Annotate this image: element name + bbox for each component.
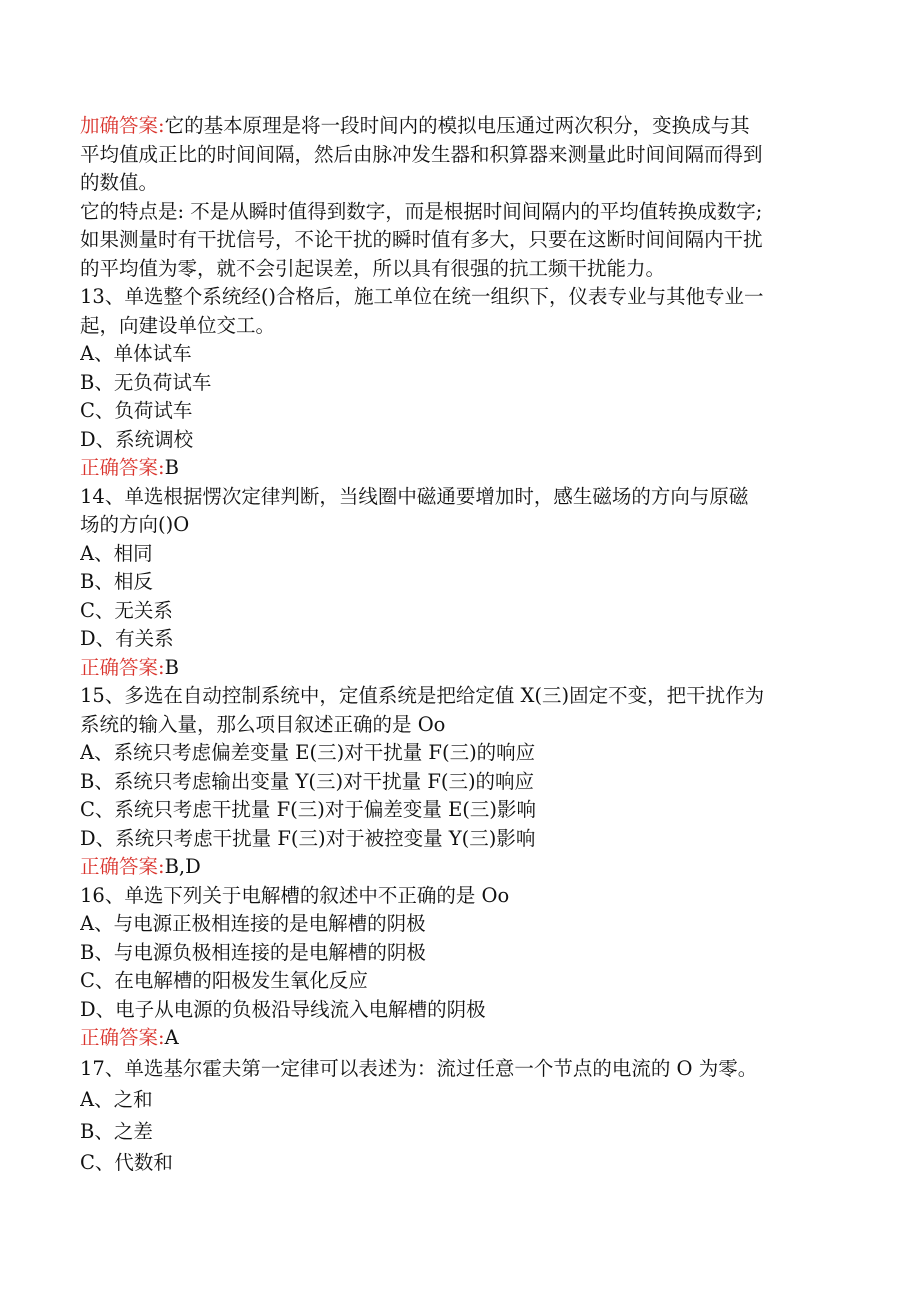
answer-value: B,D (164, 855, 201, 878)
question-14-text: 14、单选根据愣次定律判断，当线圈中磁通要增加时，感生磁场的方向与原磁 (80, 484, 749, 508)
question-16-option-a: A、与电源正极相连接的是电解槽的阴极 (80, 912, 426, 935)
intro-line-6: 的平均值为零，就不会引起误差，所以具有很强的抗工频干扰能力。 (80, 256, 666, 280)
question-16-answer (80, 1024, 840, 1053)
question-15-option-a: A、系统只考虑偏差变量 E(三)对干扰量 F(三)的响应 (80, 741, 536, 764)
intro-line-2: 平均值成正比的时间间隔，然后由脉冲发生器和积算器来测量此时间间隔而得到 (80, 142, 763, 166)
question-13-text: 13、单选整个系统经()合格后，施工单位在统一组织下，仪表专业与其他专业一 (80, 285, 764, 308)
answer-label: 正确答案: (80, 855, 165, 878)
question-14-option-d: D、有关系 (80, 627, 174, 650)
question-13-option-d: D、系统调校 (80, 427, 194, 451)
answer-value: B (164, 456, 179, 479)
question-15-text-cont: 系统的输入量，那么项目叙述正确的是 Oo (80, 712, 446, 736)
question-14-option-c: C、无关系 (80, 598, 173, 622)
question-15-option-d: D、系统只考虑干扰量 F(三)对于被控变量 Y(三)影响 (80, 826, 536, 850)
intro-line-3: 的数值。 (80, 171, 159, 194)
answer-label: 正确答案: (80, 1026, 165, 1049)
answer-label: 正确答案: (80, 655, 165, 679)
question-14-option-b: B、相反 (80, 570, 153, 593)
question-16-text: 16、单选下列关于电解槽的叙述中不正确的是 Oo (80, 883, 510, 907)
intro-answer-label: 加确答案: (80, 114, 165, 137)
question-14-answer (80, 654, 840, 683)
question-17-text: 17、单选基尔霍夫第一定律可以表述为：流过任意一个节点的电流的 O 为零。 (80, 1056, 758, 1080)
answer-label: 正确答案: (80, 456, 165, 479)
document-body (80, 112, 840, 1179)
question-16-option-d: D、电子从电源的负极沿导线流入电解槽的阴极 (80, 997, 486, 1021)
intro-line-4: 它的特点是: 不是从瞬时值得到数字，而是根据时间间隔内的平均值转换成数字; (80, 199, 763, 223)
question-17-option-c: C、代数和 (80, 1151, 173, 1174)
intro-line-5: 如果测量时有干扰信号，不论干扰的瞬时值有多大，只要在这断时间间隔内干扰 (80, 228, 763, 251)
question-13-answer (80, 454, 840, 483)
question-15-option-b: B、系统只考虑输出变量 Y(三)对干扰量 F(三)的响应 (80, 769, 535, 793)
intro-text: 它的基本原理是将一段时间内的模拟电压通过两次积分，变换成与其 (164, 114, 750, 137)
question-13-text-cont: 起，向建设单位交工。 (80, 313, 276, 337)
question-13-option-c: C、负荷试车 (80, 399, 193, 422)
question-16-option-b: B、与电源负极相连接的是电解槽的阴极 (80, 940, 426, 964)
question-17-option-b: B、之差 (80, 1119, 153, 1143)
question-14-option-a: A、相同 (80, 541, 153, 565)
intro-line-1 (80, 112, 840, 141)
question-13-option-b: B、无负荷试车 (80, 370, 212, 394)
question-13-option-a: A、单体试车 (80, 342, 192, 365)
question-15-option-c: C、系统只考虑干扰量 F(三)对于偏差变量 E(三)影响 (80, 798, 537, 821)
answer-value: B (164, 655, 179, 679)
answer-value: A (164, 1026, 179, 1049)
question-15-text: 15、多选在自动控制系统中，定值系统是把给定值 X(三)固定不变，把干扰作为 (80, 684, 765, 707)
question-14-text-cont: 场的方向()O (80, 513, 190, 536)
question-16-option-c: C、在电解槽的阳极发生氧化反应 (80, 969, 368, 992)
question-15-answer (80, 853, 840, 882)
question-17-option-a: A、之和 (80, 1088, 153, 1111)
